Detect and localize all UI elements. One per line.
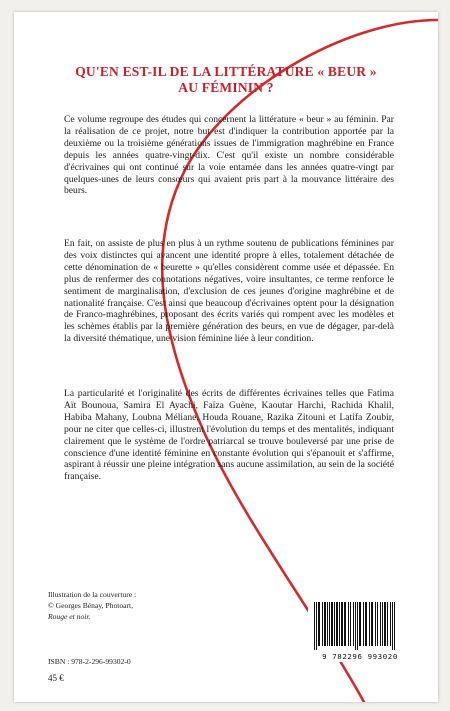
price: 45 € <box>48 673 64 683</box>
barcode-bar <box>384 602 386 646</box>
barcode-bar <box>339 602 340 646</box>
cover-credit <box>48 589 136 622</box>
barcode-bar <box>375 602 376 646</box>
barcode-bar <box>371 602 373 646</box>
barcode-bar <box>357 602 358 650</box>
back-cover <box>14 12 438 702</box>
barcode-bar <box>387 602 388 646</box>
barcode <box>308 600 412 662</box>
barcode-bar <box>380 602 381 646</box>
title-line-1: QU'EN EST-IL DE LA LITTÉRATURE « BEUR » <box>75 64 377 79</box>
barcode-bar <box>314 602 315 650</box>
barcode-bar <box>369 602 370 646</box>
title-line-2: AU FÉMININ ? <box>178 80 274 95</box>
barcode-bar <box>394 602 395 650</box>
credit-artist: © Georges Bénay, Photoart, <box>48 601 134 610</box>
barcode-bar <box>348 602 349 646</box>
credit-label: Illustration de la couverture : <box>48 590 137 599</box>
paragraph-2: En fait, on assiste de plus en plus à un rythme soutenu de publications féminines par des voix distinctes qui avancent une identité propre à elles, totalement détachée de cette dénomination de « beurette » qu'elles considèrent comme usée et dépassée. En plus de renfermer des connotations négatives, voire insultantes, ce terme renforce le sentiment de marginalisation, d'exclusion de ces jeunes d'origine maghrébine et de nationalité française. C'est ainsi que beaucoup d'écrivaines optent pour la désignation de Franco-maghrébines, proposant des écrits variés qui rompent avec les modèles et les schèmes établis par la première génération des beurs, en vue de dégager, par-delà la diversité thématique, une vision féminine liée à leur condition. <box>64 238 394 345</box>
barcode-bar <box>322 602 323 646</box>
barcode-bar <box>353 602 354 646</box>
barcode-bar <box>382 602 383 646</box>
barcode-bar <box>316 602 317 650</box>
barcode-bar <box>390 602 391 646</box>
barcode-bar <box>341 602 343 646</box>
barcode-bar <box>329 602 330 646</box>
barcode-bar <box>350 602 351 646</box>
barcode-bar <box>365 602 367 646</box>
paragraph-3: La particularité et l'originalité des écrits de différentes écrivaines telles que Fatima Aït Bounoua, Samira El Ayachi, Faïza Guène, Kaoutar Harchi, Rachida Khalil, Habiba Mahany, Loubna Méliane, Houda Rouane, Razika Zitouni et Latifa Zoubir, pour ne citer que celles-ci, illustrent l'évolution du temps et des mentalités, indiquant clairement que le système de l'ordre patriarcal se trouve bouleversé par une prise de conscience d'une identité féminine en constante évolution qui s'épanouit et s'affirme, aspirant à réussir une pleine intégration sans aucune assimilation, au sein de la société française. <box>64 388 394 483</box>
barcode-bar <box>324 602 326 646</box>
barcode-bar <box>336 602 338 646</box>
paragraph-1: Ce volume regroupe des études qui concernent la littérature « beur » au féminin. Par la réalisation de ce projet, notre but est d'indiquer la contribution apportée par la deuxième ou la troisième générations issues de l'immigration maghrébine en France depuis les années quatre-vingt-dix. C'est qu'il existe un nombre considérable d'écrivaines qui ont continué sur la voie entamée dans les années quatre-vingt par quelques-unes de leurs consœurs qui avaient pris part à la mouvance littéraire des beurs. <box>64 114 394 197</box>
barcode-bars <box>308 600 412 650</box>
isbn: ISBN : 978-2-296-99302-0 <box>48 657 131 666</box>
barcode-bar <box>334 602 335 646</box>
barcode-bar <box>331 602 333 646</box>
barcode-bar <box>392 602 393 650</box>
barcode-bar <box>344 602 346 646</box>
barcode-bar <box>318 602 320 646</box>
barcode-bar <box>359 602 361 646</box>
barcode-bar <box>327 602 328 646</box>
credit-title: Rouge et noir. <box>48 612 91 621</box>
barcode-bar <box>355 602 356 650</box>
barcode-bar <box>377 602 378 646</box>
barcode-digits: 9 782296 993020 <box>322 652 398 661</box>
barcode-bar <box>363 602 364 646</box>
